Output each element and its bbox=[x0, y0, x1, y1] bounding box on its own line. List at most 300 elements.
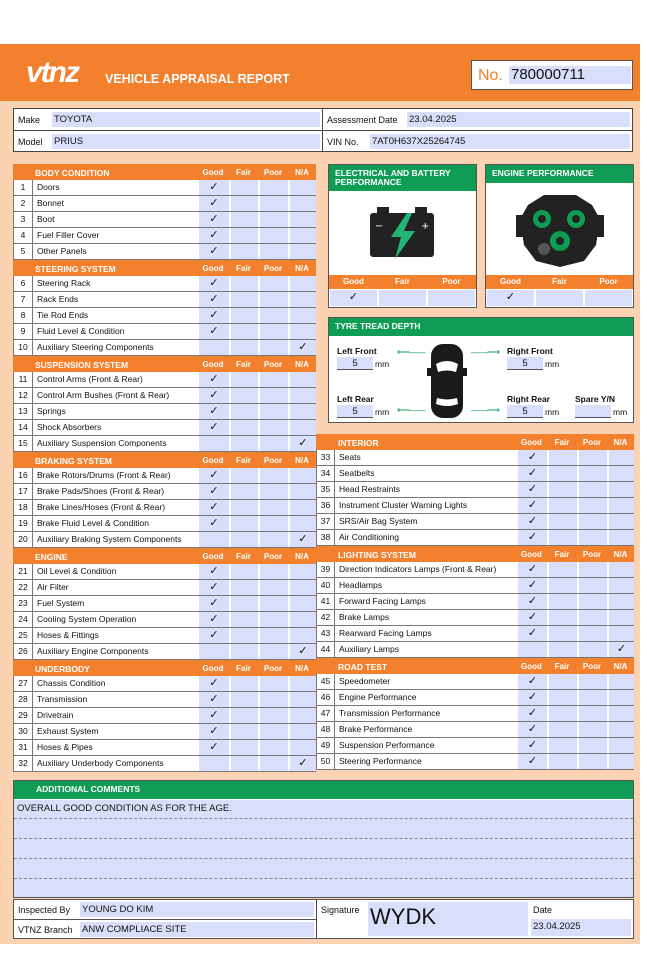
item-number: 42 bbox=[317, 610, 335, 625]
rating-poor-cell[interactable] bbox=[259, 340, 288, 355]
rating-good-cell[interactable]: ✓ bbox=[198, 740, 229, 755]
rating-fair-cell[interactable] bbox=[548, 690, 577, 705]
rating-poor-cell[interactable] bbox=[578, 754, 607, 769]
item-label: SRS/Air Bag System bbox=[339, 516, 418, 526]
rating-good-cell[interactable] bbox=[198, 532, 229, 547]
rating-poor-cell[interactable] bbox=[259, 580, 288, 595]
checklist-row bbox=[316, 530, 634, 546]
rating-na-cell[interactable] bbox=[608, 626, 634, 641]
rating-poor-cell[interactable] bbox=[259, 212, 288, 227]
branch-field[interactable]: ANW COMPLIACE SITE bbox=[80, 922, 314, 937]
rating-fair-cell[interactable] bbox=[548, 514, 577, 529]
rating-fair-cell[interactable] bbox=[230, 420, 258, 435]
rating-poor-cell[interactable] bbox=[259, 388, 288, 403]
tyre-tread-title: TYRE TREAD DEPTH bbox=[329, 318, 633, 336]
rating-good-cell[interactable]: ✓ bbox=[198, 484, 229, 499]
rating-na-cell[interactable] bbox=[289, 244, 316, 259]
report-header bbox=[0, 44, 640, 101]
rating-na-cell[interactable] bbox=[608, 738, 634, 753]
appraisal-page bbox=[0, 44, 640, 944]
checklist-row bbox=[316, 738, 634, 754]
rating-good-cell[interactable]: ✓ bbox=[198, 212, 229, 227]
column-header-good: Good bbox=[202, 552, 224, 561]
battery-charge-icon bbox=[367, 203, 437, 261]
date-field[interactable]: 23.04.2025 bbox=[531, 919, 631, 936]
rating-good-cell[interactable]: ✓ bbox=[198, 708, 229, 723]
rating-na-cell[interactable] bbox=[289, 228, 316, 243]
rating-good-cell[interactable] bbox=[198, 644, 229, 659]
section-title: INTERIOR bbox=[338, 438, 379, 448]
comments-panel bbox=[13, 780, 634, 898]
comments-field[interactable] bbox=[14, 800, 633, 897]
car-top-view-icon bbox=[427, 342, 467, 420]
checklist-row bbox=[13, 564, 316, 580]
rating-good-cell[interactable]: ✓ bbox=[198, 404, 229, 419]
rating-poor-cell[interactable] bbox=[578, 498, 607, 513]
column-header-fair: Fair bbox=[236, 664, 251, 673]
rating-poor-cell[interactable] bbox=[259, 532, 288, 547]
rating-fair-cell[interactable] bbox=[230, 596, 258, 611]
rating-good-cell[interactable]: ✓ bbox=[517, 674, 547, 689]
right-rear-label: Right Rear bbox=[507, 394, 550, 404]
rating-good-cell[interactable]: ✓ bbox=[198, 420, 229, 435]
rating-good-cell[interactable]: ✓ bbox=[517, 626, 547, 641]
rating-fair-cell[interactable] bbox=[548, 498, 577, 513]
checklist-row bbox=[316, 498, 634, 514]
rating-poor-cell[interactable] bbox=[259, 500, 288, 515]
inspected-by-label: Inspected By bbox=[18, 905, 71, 915]
rating-fair-cell[interactable] bbox=[230, 564, 258, 579]
rating-fair-cell[interactable] bbox=[230, 708, 258, 723]
rating-good-cell[interactable]: ✓ bbox=[198, 564, 229, 579]
rating-na-cell[interactable] bbox=[608, 514, 634, 529]
rating-na-cell[interactable] bbox=[608, 482, 634, 497]
rating-good-cell[interactable]: ✓ bbox=[198, 308, 229, 323]
rating-fair-cell[interactable] bbox=[548, 530, 577, 545]
rating-na-cell[interactable] bbox=[289, 676, 316, 691]
item-label: Transmission Performance bbox=[339, 708, 441, 718]
rating-poor-cell[interactable] bbox=[259, 708, 288, 723]
rating-na-cell[interactable] bbox=[608, 450, 634, 465]
rating-poor-cell[interactable] bbox=[584, 289, 633, 307]
rating-na-cell[interactable]: ✓ bbox=[289, 644, 316, 659]
spare-unit: mm bbox=[613, 407, 628, 417]
item-label: Air Filter bbox=[37, 582, 69, 592]
left-rear-unit: mm bbox=[375, 407, 390, 417]
item-number: 11 bbox=[14, 372, 33, 387]
rating-na-cell[interactable] bbox=[608, 562, 634, 577]
rating-na-cell[interactable] bbox=[289, 276, 316, 291]
checklist-row bbox=[13, 628, 316, 644]
item-label: Auxiliary Steering Components bbox=[37, 342, 154, 352]
rating-na-cell[interactable] bbox=[608, 674, 634, 689]
rating-fair-cell[interactable] bbox=[230, 692, 258, 707]
arrow-right-icon: ——⟶ bbox=[471, 405, 499, 415]
item-number: 26 bbox=[14, 644, 33, 659]
rating-poor-cell[interactable] bbox=[578, 578, 607, 593]
rating-poor-cell[interactable] bbox=[578, 594, 607, 609]
rating-poor-cell[interactable] bbox=[578, 722, 607, 737]
rating-good-cell[interactable]: ✓ bbox=[198, 500, 229, 515]
rating-fair-cell[interactable] bbox=[548, 610, 577, 625]
rating-good-cell[interactable]: ✓ bbox=[198, 468, 229, 483]
rating-good-cell[interactable]: ✓ bbox=[517, 594, 547, 609]
rating-good-cell[interactable] bbox=[198, 340, 229, 355]
checklist-row bbox=[316, 514, 634, 530]
rating-good-cell[interactable]: ✓ bbox=[517, 690, 547, 705]
arrow-left-icon: ⟵—— bbox=[397, 405, 425, 415]
rating-good-cell[interactable]: ✓ bbox=[198, 628, 229, 643]
item-number: 23 bbox=[14, 596, 33, 611]
rating-na-cell[interactable] bbox=[289, 308, 316, 323]
rating-fair-cell[interactable] bbox=[548, 482, 577, 497]
rating-fair-cell[interactable] bbox=[548, 674, 577, 689]
column-header-poor: Poor bbox=[263, 456, 283, 465]
item-label: Fuel Filler Cover bbox=[37, 230, 100, 240]
rating-poor-cell[interactable] bbox=[259, 244, 288, 259]
rating-na-cell[interactable] bbox=[608, 610, 634, 625]
section-title: STEERING SYSTEM bbox=[35, 264, 116, 274]
rating-poor-cell[interactable] bbox=[578, 706, 607, 721]
rating-na-cell[interactable] bbox=[608, 690, 634, 705]
rating-good-cell[interactable]: ✓ bbox=[198, 228, 229, 243]
rating-poor-cell[interactable] bbox=[259, 196, 288, 211]
rating-good-cell[interactable]: ✓ bbox=[517, 754, 547, 769]
rating-poor-cell[interactable] bbox=[259, 180, 288, 195]
rating-fair-cell[interactable] bbox=[548, 626, 577, 641]
vin-field[interactable]: 7AT0H637X25264745 bbox=[370, 134, 630, 149]
rating-good-cell[interactable]: ✓ bbox=[517, 514, 547, 529]
column-header-good: Good bbox=[202, 264, 224, 273]
item-number: 17 bbox=[14, 484, 33, 499]
rating-good-cell[interactable]: ✓ bbox=[198, 180, 229, 195]
rating-fair-cell[interactable] bbox=[230, 516, 258, 531]
rating-fair-cell[interactable] bbox=[230, 580, 258, 595]
rating-good-cell[interactable]: ✓ bbox=[198, 372, 229, 387]
rating-na-cell[interactable] bbox=[608, 594, 634, 609]
rating-good-cell[interactable]: ✓ bbox=[486, 289, 535, 307]
rating-good-cell[interactable]: ✓ bbox=[517, 578, 547, 593]
rating-na-cell[interactable] bbox=[289, 516, 316, 531]
rating-fair-cell[interactable] bbox=[548, 466, 577, 481]
rating-fair-cell[interactable] bbox=[230, 276, 258, 291]
rating-poor-cell[interactable] bbox=[578, 482, 607, 497]
rating-poor-cell[interactable] bbox=[578, 642, 607, 657]
rating-fair-cell[interactable] bbox=[230, 340, 258, 355]
rating-good-cell[interactable]: ✓ bbox=[517, 482, 547, 497]
rating-poor-cell[interactable] bbox=[259, 612, 288, 627]
rating-fair-cell[interactable] bbox=[230, 484, 258, 499]
item-label: Chassis Condition bbox=[37, 678, 106, 688]
rating-good-cell[interactable]: ✓ bbox=[517, 450, 547, 465]
section-header bbox=[316, 546, 634, 562]
signature-field[interactable]: WYDK bbox=[368, 902, 528, 936]
rating-good-cell[interactable]: ✓ bbox=[198, 596, 229, 611]
rating-good-cell[interactable]: ✓ bbox=[198, 244, 229, 259]
rating-poor-cell[interactable] bbox=[578, 450, 607, 465]
rating-fair-cell[interactable] bbox=[230, 212, 258, 227]
rating-poor-cell[interactable] bbox=[259, 644, 288, 659]
checklist-row bbox=[13, 212, 316, 228]
rating-na-cell[interactable] bbox=[289, 212, 316, 227]
rating-good-cell[interactable]: ✓ bbox=[198, 580, 229, 595]
rating-good-cell[interactable]: ✓ bbox=[198, 324, 229, 339]
report-number-field[interactable]: 780000711 bbox=[509, 66, 631, 84]
item-number: 27 bbox=[14, 676, 33, 691]
rating-poor-cell[interactable] bbox=[259, 228, 288, 243]
rating-good-cell[interactable]: ✓ bbox=[517, 706, 547, 721]
rating-fair-cell[interactable] bbox=[548, 562, 577, 577]
item-number: 34 bbox=[317, 466, 335, 481]
rating-good-cell[interactable]: ✓ bbox=[517, 610, 547, 625]
rating-fair-cell[interactable] bbox=[548, 642, 577, 657]
rating-poor-cell[interactable] bbox=[578, 530, 607, 545]
rating-na-cell[interactable] bbox=[608, 498, 634, 513]
checklist-row bbox=[316, 594, 634, 610]
rating-poor-cell[interactable] bbox=[259, 628, 288, 643]
rating-poor-cell[interactable] bbox=[578, 690, 607, 705]
rating-na-cell[interactable]: ✓ bbox=[289, 532, 316, 547]
item-label: Headlamps bbox=[339, 580, 382, 590]
rating-poor-cell[interactable] bbox=[259, 564, 288, 579]
rating-na-cell[interactable] bbox=[608, 466, 634, 481]
rating-na-cell[interactable] bbox=[289, 596, 316, 611]
item-label: Transmission bbox=[37, 694, 88, 704]
checklist-row bbox=[316, 626, 634, 642]
rating-na-cell[interactable] bbox=[289, 324, 316, 339]
rating-fair-cell[interactable] bbox=[230, 628, 258, 643]
checklist-row bbox=[13, 180, 316, 196]
inspected-by-field[interactable]: YOUNG DO KIM bbox=[80, 902, 314, 917]
rating-poor-cell[interactable] bbox=[259, 516, 288, 531]
rating-fair-cell[interactable] bbox=[230, 244, 258, 259]
section-header bbox=[13, 548, 316, 564]
rating-poor-cell[interactable] bbox=[259, 436, 288, 451]
section-header bbox=[13, 260, 316, 276]
rating-fair-cell[interactable] bbox=[230, 196, 258, 211]
rating-fair-cell[interactable] bbox=[548, 578, 577, 593]
rating-good-cell[interactable]: ✓ bbox=[517, 722, 547, 737]
rating-na-cell[interactable]: ✓ bbox=[289, 436, 316, 451]
rating-fair-cell[interactable] bbox=[230, 180, 258, 195]
rating-poor-cell[interactable] bbox=[259, 420, 288, 435]
checklist-row bbox=[13, 756, 316, 772]
rating-good-cell[interactable]: ✓ bbox=[198, 724, 229, 739]
item-number: 6 bbox=[14, 276, 33, 291]
rating-na-cell[interactable] bbox=[289, 484, 316, 499]
rating-poor-cell[interactable] bbox=[259, 740, 288, 755]
item-number: 3 bbox=[14, 212, 33, 227]
rating-header: Poor bbox=[584, 275, 633, 289]
rating-poor-cell[interactable] bbox=[259, 372, 288, 387]
rating-poor-cell[interactable] bbox=[578, 610, 607, 625]
arrow-left-icon: ⟵—— bbox=[397, 347, 425, 357]
rating-na-cell[interactable]: ✓ bbox=[608, 642, 634, 657]
column-header-na: N/A bbox=[613, 550, 628, 559]
rating-fair-cell[interactable] bbox=[230, 324, 258, 339]
assessment-date-label: Assessment Date bbox=[327, 115, 398, 125]
rating-good-cell[interactable] bbox=[198, 756, 229, 771]
rating-na-cell[interactable] bbox=[289, 404, 316, 419]
rating-good-cell[interactable]: ✓ bbox=[517, 562, 547, 577]
rating-na-cell[interactable] bbox=[608, 754, 634, 769]
rating-fair-cell[interactable] bbox=[230, 372, 258, 387]
rating-na-cell[interactable] bbox=[608, 706, 634, 721]
item-number: 36 bbox=[317, 498, 335, 513]
right-front-field[interactable]: 5 bbox=[507, 357, 543, 370]
rating-header: Good bbox=[486, 275, 535, 289]
rating-good-cell[interactable]: ✓ bbox=[517, 738, 547, 753]
rating-fair-cell[interactable] bbox=[230, 404, 258, 419]
rating-header: Good bbox=[329, 275, 378, 289]
rating-na-cell[interactable] bbox=[289, 196, 316, 211]
item-number: 9 bbox=[14, 324, 33, 339]
rating-fair-cell[interactable] bbox=[230, 612, 258, 627]
rating-na-cell[interactable] bbox=[289, 468, 316, 483]
rating-na-cell[interactable] bbox=[289, 500, 316, 515]
rating-poor-cell[interactable] bbox=[259, 292, 288, 307]
rating-good-cell[interactable]: ✓ bbox=[198, 612, 229, 627]
rating-na-cell[interactable] bbox=[289, 292, 316, 307]
column-header-poor: Poor bbox=[582, 662, 602, 671]
rating-fair-cell[interactable] bbox=[230, 532, 258, 547]
rating-good-cell[interactable]: ✓ bbox=[198, 292, 229, 307]
rating-good-cell[interactable]: ✓ bbox=[198, 196, 229, 211]
date-label: Date bbox=[533, 905, 553, 915]
rating-fair-cell[interactable] bbox=[230, 724, 258, 739]
left-front-unit: mm bbox=[375, 359, 390, 369]
rating-na-cell[interactable] bbox=[289, 724, 316, 739]
rating-poor-cell[interactable] bbox=[259, 308, 288, 323]
make-field[interactable]: TOYOTA bbox=[52, 112, 320, 127]
rating-poor-cell[interactable] bbox=[259, 404, 288, 419]
rating-fair-cell[interactable] bbox=[230, 308, 258, 323]
item-label: Fluid Level & Condition bbox=[37, 326, 125, 336]
rating-poor-cell[interactable] bbox=[578, 674, 607, 689]
rating-poor-cell[interactable] bbox=[259, 692, 288, 707]
item-label: Other Panels bbox=[37, 246, 87, 256]
rating-poor-cell[interactable] bbox=[259, 596, 288, 611]
rating-poor-cell[interactable] bbox=[259, 468, 288, 483]
rating-fair-cell[interactable] bbox=[230, 676, 258, 691]
rating-good-cell[interactable]: ✓ bbox=[517, 466, 547, 481]
item-number: 38 bbox=[317, 530, 335, 545]
rating-good-cell[interactable]: ✓ bbox=[198, 388, 229, 403]
rating-na-cell[interactable] bbox=[289, 180, 316, 195]
assessment-date-field[interactable]: 23.04.2025 bbox=[407, 112, 630, 127]
item-number: 50 bbox=[317, 754, 335, 769]
rating-na-cell[interactable] bbox=[608, 722, 634, 737]
rating-na-cell[interactable] bbox=[289, 420, 316, 435]
item-label: Seats bbox=[339, 452, 361, 462]
rating-good-cell[interactable] bbox=[517, 642, 547, 657]
spare-field[interactable] bbox=[575, 405, 611, 418]
column-header-poor: Poor bbox=[263, 360, 283, 369]
rating-na-cell[interactable]: ✓ bbox=[289, 756, 316, 771]
rating-fair-cell[interactable] bbox=[230, 388, 258, 403]
left-rear-field[interactable]: 5 bbox=[337, 405, 373, 418]
rating-na-cell[interactable] bbox=[289, 612, 316, 627]
rating-poor-cell[interactable] bbox=[259, 484, 288, 499]
rating-na-cell[interactable] bbox=[289, 388, 316, 403]
rating-poor-cell[interactable] bbox=[578, 626, 607, 641]
rating-good-cell[interactable]: ✓ bbox=[198, 676, 229, 691]
report-title: VEHICLE APPRAISAL REPORT bbox=[105, 72, 290, 86]
rating-poor-cell[interactable] bbox=[578, 738, 607, 753]
rating-fair-cell[interactable] bbox=[548, 450, 577, 465]
rating-good-cell[interactable]: ✓ bbox=[198, 692, 229, 707]
rating-fair-cell[interactable] bbox=[230, 500, 258, 515]
rating-na-cell[interactable] bbox=[289, 564, 316, 579]
rating-fair-cell[interactable] bbox=[548, 738, 577, 753]
rating-fair-cell[interactable] bbox=[378, 289, 427, 307]
rating-poor-cell[interactable] bbox=[259, 276, 288, 291]
rating-na-cell[interactable] bbox=[289, 628, 316, 643]
rating-poor-cell[interactable] bbox=[427, 289, 476, 307]
rating-fair-cell[interactable] bbox=[230, 740, 258, 755]
rating-good-cell[interactable]: ✓ bbox=[517, 530, 547, 545]
rating-fair-cell[interactable] bbox=[230, 228, 258, 243]
column-header-poor: Poor bbox=[263, 664, 283, 673]
rating-good-cell[interactable]: ✓ bbox=[517, 498, 547, 513]
rating-good-cell[interactable] bbox=[198, 436, 229, 451]
checklist-row bbox=[13, 436, 316, 452]
rating-fair-cell[interactable] bbox=[535, 289, 584, 307]
rating-poor-cell[interactable] bbox=[578, 562, 607, 577]
rating-header: Fair bbox=[378, 275, 427, 289]
rating-good-cell[interactable]: ✓ bbox=[198, 516, 229, 531]
rating-na-cell[interactable] bbox=[289, 372, 316, 387]
checklist-row bbox=[13, 420, 316, 436]
rating-poor-cell[interactable] bbox=[578, 466, 607, 481]
rating-fair-cell[interactable] bbox=[548, 594, 577, 609]
item-number: 21 bbox=[14, 564, 33, 579]
rating-na-cell[interactable] bbox=[289, 740, 316, 755]
item-number: 14 bbox=[14, 420, 33, 435]
rating-fair-cell[interactable] bbox=[230, 468, 258, 483]
rating-good-cell[interactable]: ✓ bbox=[329, 289, 378, 307]
rating-fair-cell[interactable] bbox=[230, 644, 258, 659]
rating-fair-cell[interactable] bbox=[548, 754, 577, 769]
item-number: 8 bbox=[14, 308, 33, 323]
checklist-row bbox=[316, 610, 634, 626]
model-field[interactable]: PRIUS bbox=[52, 134, 320, 149]
item-label: Oil Level & Condition bbox=[37, 566, 117, 576]
rating-fair-cell[interactable] bbox=[230, 436, 258, 451]
rating-fair-cell[interactable] bbox=[548, 706, 577, 721]
rating-na-cell[interactable] bbox=[608, 530, 634, 545]
item-number: 18 bbox=[14, 500, 33, 515]
item-label: Hoses & Fittings bbox=[37, 630, 99, 640]
rating-fair-cell[interactable] bbox=[230, 756, 258, 771]
rating-poor-cell[interactable] bbox=[259, 676, 288, 691]
rating-poor-cell[interactable] bbox=[259, 724, 288, 739]
rating-poor-cell[interactable] bbox=[259, 756, 288, 771]
rating-na-cell[interactable] bbox=[608, 578, 634, 593]
rating-na-cell[interactable] bbox=[289, 692, 316, 707]
rating-fair-cell[interactable] bbox=[548, 722, 577, 737]
left-front-field[interactable]: 5 bbox=[337, 357, 373, 370]
rating-poor-cell[interactable] bbox=[578, 514, 607, 529]
rating-na-cell[interactable]: ✓ bbox=[289, 340, 316, 355]
rating-good-cell[interactable]: ✓ bbox=[198, 276, 229, 291]
rating-fair-cell[interactable] bbox=[230, 292, 258, 307]
rating-na-cell[interactable] bbox=[289, 580, 316, 595]
rating-na-cell[interactable] bbox=[289, 708, 316, 723]
section-title: ROAD TEST bbox=[338, 662, 388, 672]
right-rear-field[interactable]: 5 bbox=[507, 405, 543, 418]
rating-poor-cell[interactable] bbox=[259, 324, 288, 339]
